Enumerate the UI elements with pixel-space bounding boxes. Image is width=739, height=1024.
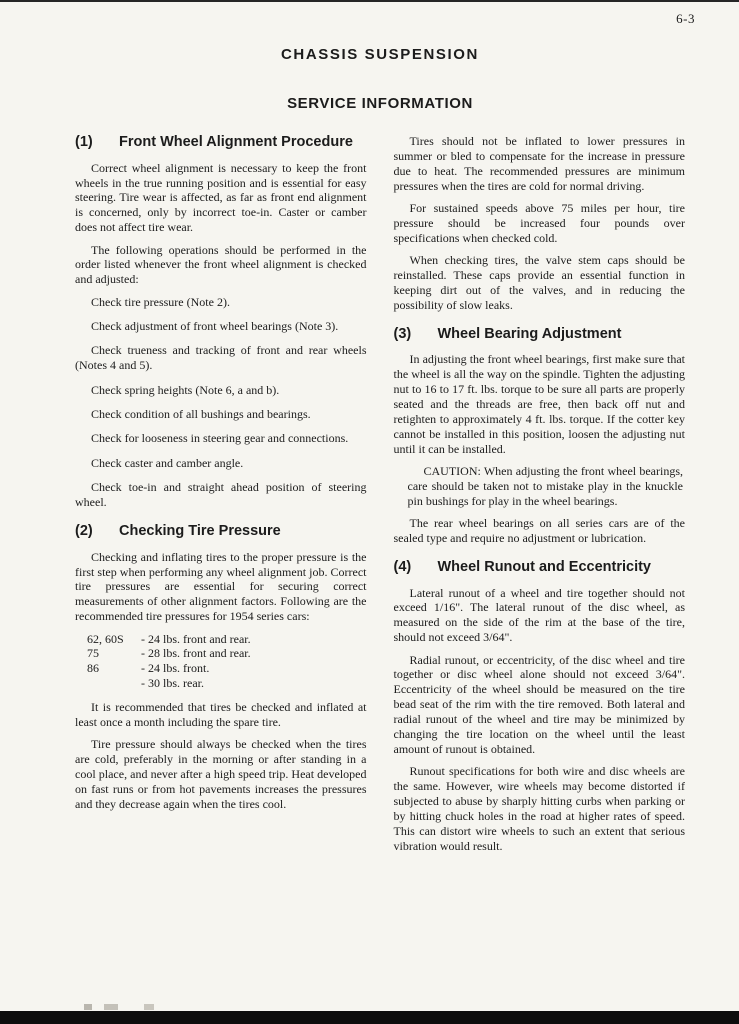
check-item: Check condition of all bushings and bearings. [91, 407, 311, 422]
section-1-number: (1) [75, 134, 93, 150]
scan-smudge [84, 1004, 244, 1010]
paragraph: Lateral runout of a wheel and tire together should not exceed 1/16". The lateral runout of the disc wheel, as measured on the side of the rim at the base of the tire, should not exceed 3/64". [393, 585, 685, 645]
pressure-row [87, 661, 367, 676]
section-2-number: (2) [75, 522, 93, 539]
series-cell [87, 676, 141, 691]
paragraph: In adjusting the front wheel bearings, first make sure that the wheel is all the way on the spindle. Tighten the adjusting nut to 16 to 17 ft. lbs. torque to be sure all parts are properly seated and the threads are free, then back off nut and retighten to approximately 4 ft. lbs. torque. If the cotter key cannot be installed in this position, loosen the adjusting nut until it can be installed. [393, 352, 685, 456]
pressure-cell: - 24 lbs. front and rear. [141, 631, 251, 646]
paragraph: Tires should not be inflated to lower pressures in summer or bled to compensate for the increase in pressure due to heat. The recommended pressures are minimum pressures when the tires are cold for normal driving. [393, 134, 685, 193]
pressure-cell: - 30 lbs. rear. [141, 676, 204, 691]
section-4-heading [394, 559, 686, 577]
section-3-number: (3) [393, 325, 412, 342]
series-cell: 75 [87, 646, 99, 661]
page-title: CHASSIS SUSPENSION [280, 46, 479, 63]
paragraph: It is recommended that tires be checked and inflated at least once a month including the spare tire. [75, 700, 367, 729]
section-1-title: Front Wheel Alignment Procedure [119, 134, 353, 150]
paragraph: Tire pressure should always be checked when the tires are cold, preferably in the morning or after standing in a cool place, and never after a high speed trip. Heat developed on fast runs or from hot pavements increases the pressures and they decrease again when the tires cool. [75, 737, 367, 811]
section-4-title: Wheel Runout and Eccentricity [437, 558, 651, 575]
series-cell: 86 [87, 661, 99, 676]
pressure-cell: - 24 lbs. front. [141, 661, 210, 676]
check-item: Check caster and camber angle. [91, 455, 244, 470]
section-4-number: (4) [393, 558, 412, 575]
check-item: Check for looseness in steering gear and connections. [91, 431, 349, 446]
left-column [75, 134, 367, 861]
paragraph: Runout specifications for both wire and disc wheels are the same. However, wire wheels may become distorted if subjected to abuse by sharply hitting curbs when parking or by hitting chuck holes in the road at higher rates of speed. This can distort wire wheels to such an extent that serious vibration would result. [393, 764, 685, 853]
two-column-body [75, 134, 685, 861]
check-item: Check trueness and tracking of front and rear wheels (Notes 4 and 5). [75, 343, 367, 373]
section-1-heading [75, 134, 367, 152]
section-3-heading [394, 326, 686, 344]
section-2-heading [75, 523, 367, 541]
paragraph: When checking tires, the valve stem caps should be reinstalled. These caps provide an essential function in keeping dirt out of the valves, and in reducing the possibility of slow leaks. [393, 253, 685, 312]
pressure-row [87, 646, 367, 661]
section-2-title: Checking Tire Pressure [119, 522, 281, 539]
scan-edge-top [0, 0, 739, 2]
right-column [394, 134, 686, 861]
scan-edge-bottom [0, 1011, 739, 1024]
check-item: Check adjustment of front wheel bearings (Note 3). [91, 319, 339, 334]
series-cell: 62, 60S [87, 631, 124, 646]
pressure-cell: - 28 lbs. front and rear. [141, 646, 251, 661]
check-item: Check toe-in and straight ahead position of steering wheel. [75, 480, 367, 510]
paragraph: The rear wheel bearings on all series cars are of the sealed type and require no adjustment or lubrication. [393, 516, 685, 545]
paragraph: Checking and inflating tires to the proper pressure is the first step when performing any wheel alignment job. Correct tire pressures are essential for securing correct measurements of other alignment factors. Following are the recommended tire pressures for 1954 series cars: [75, 549, 367, 624]
tire-pressure-table [87, 632, 367, 692]
page-subtitle: SERVICE INFORMATION [287, 95, 473, 112]
pressure-row [87, 632, 367, 647]
paragraph: Radial runout, or eccentricity, of the disc wheel and tire together or disc wheel alone should not exceed 3/64". Eccentricity of the wheel should be measured on the tire bead seat of the rim with the tire removed. Both lateral and radial runout of the wheel and tire may be minimized by changing the tire location on the wheel until the least amount of runout is obtained. [393, 652, 685, 756]
caution-paragraph: CAUTION: When adjusting the front wheel bearings, care should be taken not to mistake play in the knuckle pin bushings for play in the wheel bearings. [407, 463, 683, 508]
check-item: Check spring heights (Note 6, a and b). [91, 382, 280, 397]
paragraph: The following operations should be performed in the order listed whenever the front wheel alignment is checked and adjusted: [75, 242, 367, 287]
paragraph: Correct wheel alignment is necessary to keep the front wheels in the true running position and is essential for easy steering. Tire wear is affected, as far as front end alignment is concerned, only by incorrect toe-in. Caster or camber does not affect tire wear. [75, 160, 367, 235]
page-number: 6-3 [676, 11, 695, 26]
section-3-title: Wheel Bearing Adjustment [437, 325, 622, 342]
check-item: Check tire pressure (Note 2). [91, 294, 230, 309]
paragraph: For sustained speeds above 75 miles per hour, tire pressure should be increased four pounds over specifications when checked cold. [393, 201, 685, 245]
pressure-row [87, 676, 367, 691]
